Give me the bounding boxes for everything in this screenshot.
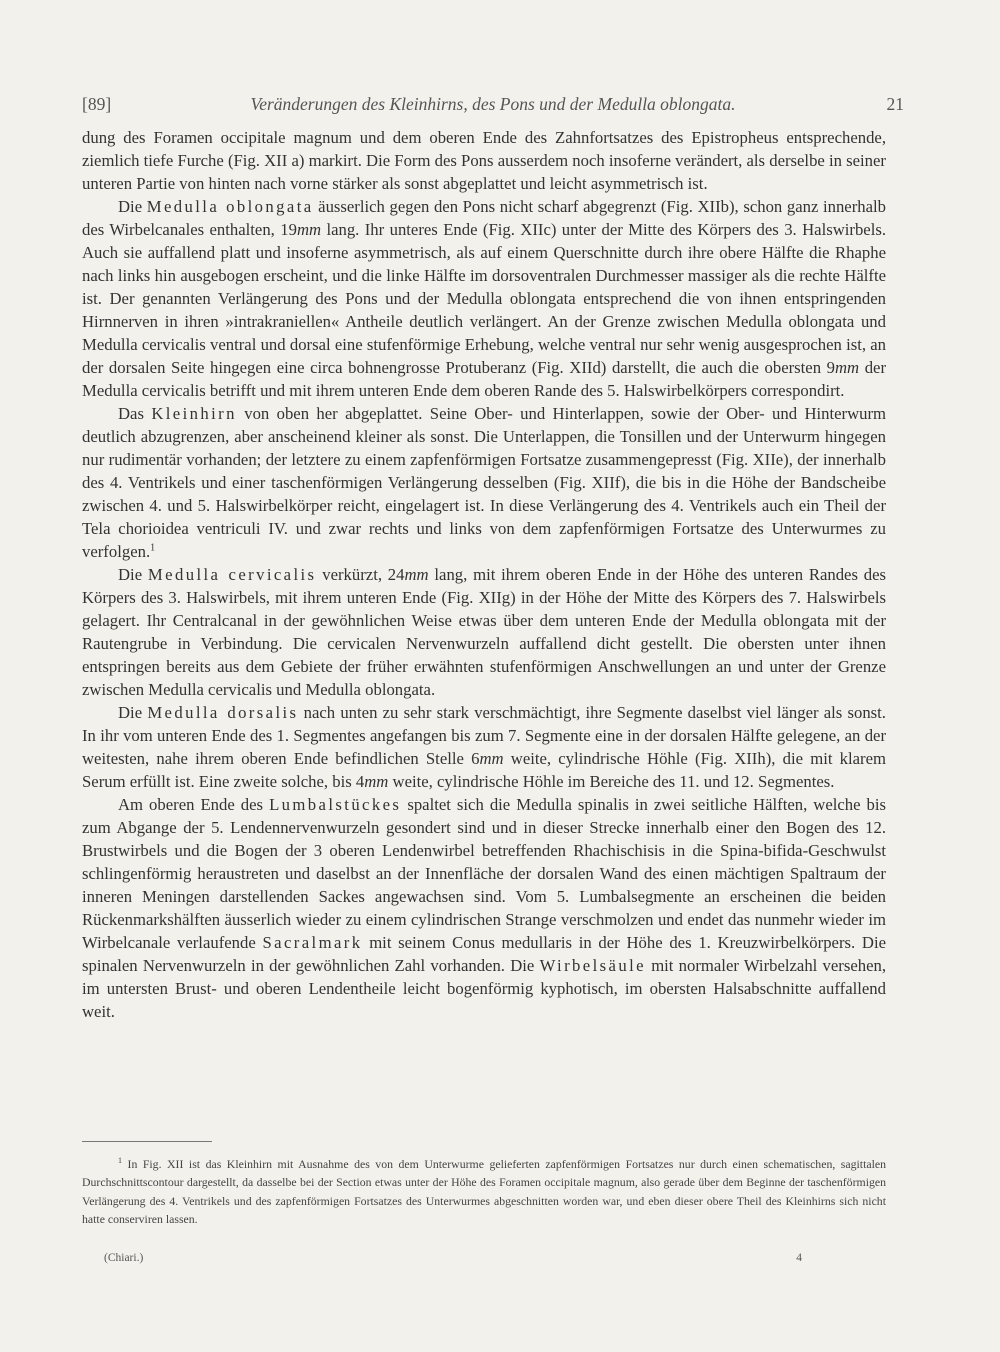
text: Die xyxy=(118,565,143,584)
text: mit seinem Conus medullaris in der Höhe des 1. Kreuzwirbelkörpers. Die spinalen Nervenwurzeln in der gewöhnlichen Zahl vorhanden. Die xyxy=(82,933,886,975)
unit-mm: mm xyxy=(479,749,504,768)
text: mit normaler Wirbelzahl versehen, im untersten Brust- und oberen Lendentheile leicht bogenförmig kyphotisch, im obersten Halsabschnitte auffallend weit. xyxy=(82,956,887,1021)
paragraph-text: dung des Foramen occipitale magnum und dem oberen Ende des Zahnfortsatzes des Epistropheus entsprechende, ziemlich tiefe Furche (Fig. XII a) markirt. Die Form des Pons ausserdem noch insoferne verändert, als derselbe in seiner unteren Partie von hinten nach vorne stärker als sonst abgeplattet und leicht asymmetrisch ist. xyxy=(82,128,886,193)
spaced-term: Wirbelsäule xyxy=(539,956,646,975)
paragraph-lumbalstueck xyxy=(82,793,886,1023)
body-text xyxy=(82,126,886,1023)
text: lang. Ihr unteres Ende (Fig. XIIc) unter der Mitte des Körpers des 3. Halswirbels. Auch sie auffallend platt und insoferne asymmetrisch, als auf einem Querschnitte durch ihre obere Hälfte die Rhaphe nach links hin ausgebogen erscheint, und die linke Hälfte im dorsoventralen Durchmesser massiger als die rechte Hälfte ist. Der genannten Verlängerung des Pons und der Medulla oblongata entsprechend die von ihnen entspringenden Hirnnerven in ihren »intrakraniellen« Antheile deutlich verlängert. An der Grenze zwischen Medulla oblongata und Medulla cervicalis ventral und dorsal eine stufenförmige Erhebung, welche ventral nur sehr wenig ausgesprochen ist, an der dorsalen Seite hingegen eine circa bohnengrosse Protuberanz (Fig. XIId) darstellt, die auch die obersten 9 xyxy=(82,220,886,377)
text: Die xyxy=(118,703,143,722)
page-number: 21 xyxy=(886,94,904,114)
paragraph-medulla-dorsalis xyxy=(82,701,886,793)
text: nach unten zu sehr stark verschmächtigt, ihre Segmente daselbst viel länger als sonst. In ihr vom unteren Ende des 1. Segmentes angefangen bis zum 7. Segmente eine in der dorsalen Hälfte gelegene, an der weitesten, nahe ihrem oberen Ende befindlichen Stelle 6 xyxy=(82,703,886,768)
spaced-term: Lumbalstückes xyxy=(269,795,402,814)
page-reference: [89] xyxy=(82,94,112,114)
unit-mm: mm xyxy=(364,772,389,791)
text: der Medulla cervicalis betrifft und mit ihrem unteren Ende dem oberen Rande des 5. Halswirbelkörpers correspondirt. xyxy=(82,358,886,400)
paragraph-medulla-cervicalis xyxy=(82,563,886,701)
footnote-marker: 1 xyxy=(118,1156,122,1165)
footnote-reference[interactable]: 1 xyxy=(150,542,156,554)
text: weite, cylindrische Höhle im Bereiche des 11. und 12. Segmentes. xyxy=(392,772,835,791)
author-signature: (Chiari.) xyxy=(104,1252,144,1264)
text: lang, mit ihrem oberen Ende in der Höhe des unteren Randes des Körpers des 3. Halswirbels, mit ihrem unteren Ende (Fig. XIIg) in der Höhe der Mitte des Körpers des 7. Halswirbels gelagert. Ihr Centralcanal in der gewöhnlichen Weise etwas über dem unteren Ende der Medulla oblongata mit der Rautengrube in Verbindung. Die cervicalen Nervenwurzeln auffallend dicht gestellt. Die obersten unter ihnen entspringen bereits aus dem Gebiete der früher erwähnten stufenförmigen Anschwellungen an und unter der Grenze zwischen Medulla cervicalis und Medulla oblongata. xyxy=(82,565,886,699)
text: Die xyxy=(118,197,143,216)
footnote-rule xyxy=(82,1141,212,1142)
paragraph-medulla-oblongata xyxy=(82,195,886,402)
running-title: Veränderungen des Kleinhirns, des Pons und der Medulla oblongata. xyxy=(250,94,736,114)
text: Das xyxy=(118,404,144,423)
unit-mm: mm xyxy=(296,220,322,239)
paragraph-kleinhirn xyxy=(82,402,886,563)
footnote xyxy=(82,1152,886,1229)
spaced-term: Medulla dorsalis xyxy=(147,703,299,722)
text: äusserlich gegen den Pons nicht scharf abgegrenzt (Fig. XIIb), schon ganz innerhalb des Wirbelcanales enthalten, 19 xyxy=(82,197,886,239)
spaced-term: Medulla cervicalis xyxy=(147,565,317,584)
unit-mm: mm xyxy=(834,358,860,377)
spaced-term: Sacralmark xyxy=(262,933,363,952)
text: spaltet sich die Medulla spinalis in zwei seitliche Hälften, welche bis zum Abgange der 5. Lendennervenwurzeln gesondert sind und in dieser Strecke innerhalb einer den Bogen des 12. Brustwirbels und die Bogen der 3 oberen Lendenwirbel betreffenden Rhachischisis in die Spina-bifida-Geschwulst schlingenförmig heraustreten und daselbst an der Innenfläche der dorsalen Wand des einen mächtigen Spaltraum der inneren Meningen darstellenden Sackes angewachsen sind. Vom 5. Lumbalsegmente an erscheinen die beiden Rückenmarkshälften äusserlich wieder zu einem cylindrischen Strange verschmolzen und endet das nunmehr wieder im Wirbelcanale verlaufende xyxy=(82,795,887,952)
text: von oben her abgeplattet. Seine Ober- und Hinterlappen, sowie der Ober- und Hinterwurm deutlich abzugrenzen, aber anscheinend kleiner als sonst. Die Unterlappen, die Tonsillen und der Unterwurm hingegen nur rudimentär vorhanden; der letztere zu einem zapfenförmigen Fortsatze zusammengepresst (Fig. XIIe), der innerhalb des 4. Ventrikels und einer taschenförmigen Verlängerung desselben (Fig. XIIf), die bis in die Höhe der Bandscheibe zwischen 4. und 5. Halswirbelkörper reicht, eingelagert ist. In diese Verlängerung des 4. Ventrikels auch ein Theil der Tela chorioidea ventriculi IV. und zwar rechts und links von dem zapfenförmigen Fortsatze des Unterwurmes zu verfolgen. xyxy=(82,404,887,561)
text: Am oberen Ende des xyxy=(118,795,264,814)
spaced-term: Kleinhirn xyxy=(151,404,237,423)
page-footer xyxy=(82,1252,802,1270)
paragraph-pons xyxy=(82,126,886,195)
text: weite, cylindrische Höhle (Fig. XIIh), die mit klarem Serum erfüllt ist. Eine zweite solche, bis 4 xyxy=(82,749,886,791)
footnote-text: In Fig. XII ist das Kleinhirn mit Ausnahme des von dem Unterwurme gelieferten zapfenförmigen Fortsatzes nur durch einen schematischen, sagittalen Durchschnittscontour dargestellt, da dasselbe bei der Section etwas unter der Höhe des Foramen occipitale magnum, also gerade über dem Beginne der taschenförmigen Verlängerung des 4. Ventrikels und des zapfenförmigen Fortsatzes des Unterwurmes abgeschnitten worden war, und eben dieser obere Theil des Kleinhirns sich nicht hatte conserviren lassen. xyxy=(82,1156,887,1227)
running-head xyxy=(82,94,904,118)
unit-mm: mm xyxy=(404,565,429,584)
text: verkürzt, 24 xyxy=(322,565,405,584)
spaced-term: Medulla oblongata xyxy=(146,197,314,216)
sheet-number: 4 xyxy=(796,1252,802,1264)
